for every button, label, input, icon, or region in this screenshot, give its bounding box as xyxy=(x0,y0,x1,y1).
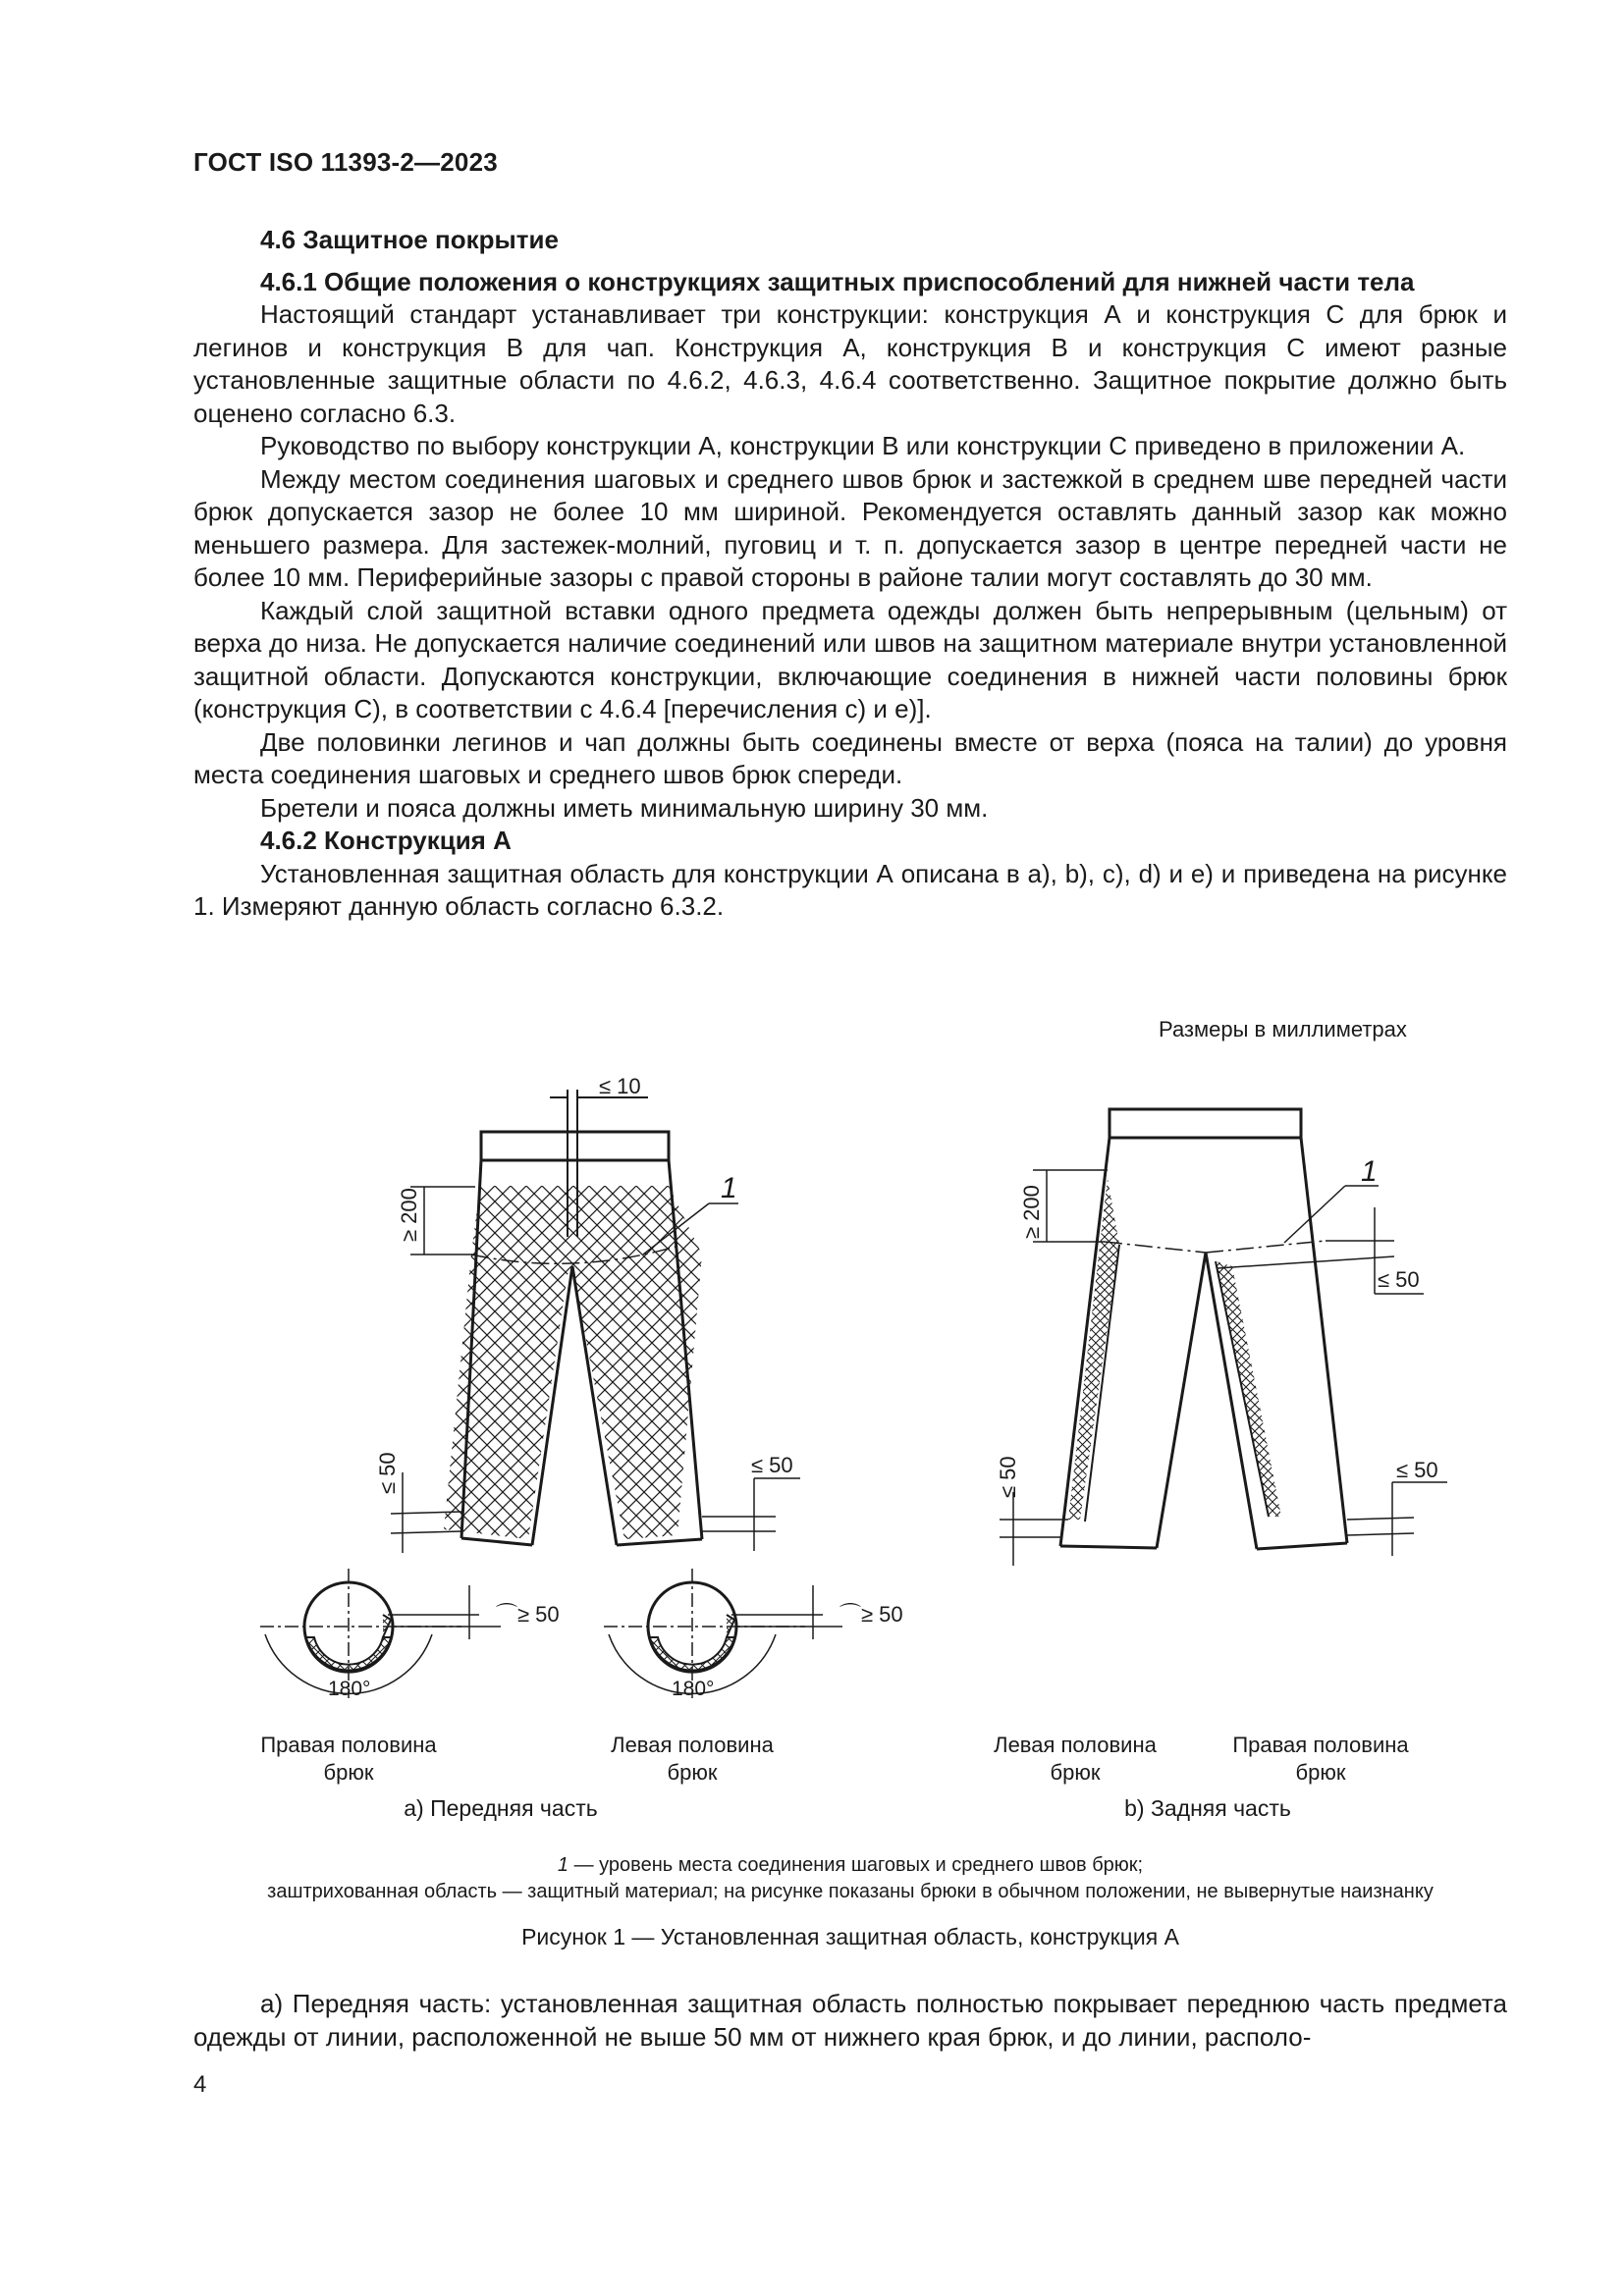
cross-section-left xyxy=(604,1569,842,1698)
document-header: ГОСТ ISO 11393-2—2023 xyxy=(193,147,498,177)
label-line: брюк xyxy=(1050,1760,1101,1785)
callout-1-front: 1 xyxy=(721,1172,737,1204)
front-pants xyxy=(444,1132,702,1545)
legend-line-1 xyxy=(193,1852,1507,1879)
paragraph: Между местом соединения шаговых и среднего швов брюк и застежкой в среднем шве передней части брюк допускается зазор не более 10 мм шириной. Рекомендуется оставлять данный зазор как можно меньшего размера. Для застежек-молний, пуговиц и т. п. допускается зазор в центре передней части не более 10 мм. Периферийные зазоры с правой стороны в районе талии могут составлять до 30 мм. xyxy=(193,463,1507,592)
label-line: брюк xyxy=(667,1760,718,1785)
tail-paragraph-wrap xyxy=(193,1988,1507,2054)
subcaption-back: b) Задняя часть xyxy=(1124,1795,1291,1821)
front-waistband xyxy=(481,1132,669,1160)
back-hatched-left xyxy=(1068,1178,1119,1520)
label-front-left-half xyxy=(579,1732,805,1787)
section-heading-4-6: 4.6 Защитное покрытие xyxy=(260,225,559,254)
arc-dim-left: ⌒≥ 50 xyxy=(839,1602,903,1627)
units-note: Размеры в миллиметрах xyxy=(1159,1017,1407,1041)
back-hatched-right xyxy=(1216,1261,1281,1517)
paragraph: Установленная защитная область для конструкции А описана в а), b), с), d) и е) и приведена на рисунке 1. Измеряют данную область согласно 6.3.2. xyxy=(193,858,1507,921)
dim-hem-left-back: ≤ 50 xyxy=(996,1456,1020,1498)
angle-right: 180° xyxy=(328,1678,371,1700)
paragraph: а) Передняя часть: установленная защитная область полностью покрывает переднюю часть предмета одежды от линии, расположенной не выше 50 мм от нижнего края брюк, и до линии, располо- xyxy=(193,1989,1507,2052)
legend-text-1: — уровень места соединения шаговых и среднего швов брюк; xyxy=(568,1854,1144,1876)
paragraph: Две половинки легинов и чап должны быть соединены вместе от верха (пояса на талии) до уровня места соединения шаговых и среднего швов брюк спереди. xyxy=(193,726,1507,789)
paragraph: Каждый слой защитной вставки одного предмета одежды должен быть непрерывным (цельным) от верха до низа. Не допускается наличие соединений или швов на защитном материале внутри установленной защитной области. Допускаются конструкции, включающие соединения в нижней части половины брюк (конструкция С), в соответствии с 4.6.4 [перечисления с) и е)]. xyxy=(193,595,1507,723)
legend-key: 1 xyxy=(557,1854,569,1876)
back-pants xyxy=(1060,1109,1347,1549)
label-line: Правая половина xyxy=(1232,1733,1409,1757)
subcaption-front: а) Передняя часть xyxy=(404,1795,598,1821)
dim-gap-10: ≤ 10 xyxy=(599,1074,641,1098)
page-number: 4 xyxy=(193,2071,207,2098)
section-heading-4-6-1: 4.6.1 Общие положения о конструкциях защитных приспособлений для нижней части тела xyxy=(260,266,1415,296)
dim-200-front: ≥ 200 xyxy=(397,1188,421,1242)
angle-left: 180° xyxy=(672,1678,715,1700)
paragraph: Бретели и пояса должны иметь минимальную ширину 30 мм. xyxy=(260,792,989,823)
paragraph: Руководство по выбору конструкции А, конструкции В или конструкции С приведено в приложении А. xyxy=(260,431,1466,460)
label-line: брюк xyxy=(1295,1760,1346,1785)
dim-hem-right-back: ≤ 50 xyxy=(1396,1458,1438,1482)
figure-legend xyxy=(193,1852,1507,1905)
section-heading-4-6-2: 4.6.2 Конструкция А xyxy=(260,826,512,855)
cross-section-right xyxy=(260,1569,501,1698)
dim-hem-left-front: ≤ 50 xyxy=(375,1452,400,1494)
label-line: Правая половина xyxy=(260,1733,437,1757)
legend-line-2: заштрихованная область — защитный материал; на рисунке показаны брюки в обычном положении, не вывернутые наизнанку xyxy=(267,1881,1434,1902)
callout-1-back: 1 xyxy=(1361,1155,1378,1188)
paragraph: Настоящий стандарт устанавливает три конструкции: конструкция А и конструкция С для брюк и легинов и конструкция В для чап. Конструкция А, конструкция В и конструкция С имеют разные установленные защитные области по 4.6.2, 4.6.3, 4.6.4 соответственно. Защитное покрытие должно быть оценено согласно 6.3. xyxy=(193,299,1507,428)
dim-50-level-back: ≤ 50 xyxy=(1378,1267,1420,1292)
dim-hem-right-front: ≤ 50 xyxy=(751,1453,793,1477)
label-front-right-half xyxy=(236,1732,461,1787)
label-back-right-half xyxy=(1208,1732,1434,1787)
dim-200-back: ≥ 200 xyxy=(1019,1185,1044,1239)
figure-title: Рисунок 1 — Установленная защитная область, конструкция А xyxy=(521,1924,1179,1949)
label-back-left-half xyxy=(972,1732,1178,1787)
arc-dim-right: ⌒≥ 50 xyxy=(496,1602,560,1627)
label-line: Левая половина xyxy=(611,1733,774,1757)
label-line: брюк xyxy=(323,1760,374,1785)
label-line: Левая половина xyxy=(994,1733,1157,1757)
